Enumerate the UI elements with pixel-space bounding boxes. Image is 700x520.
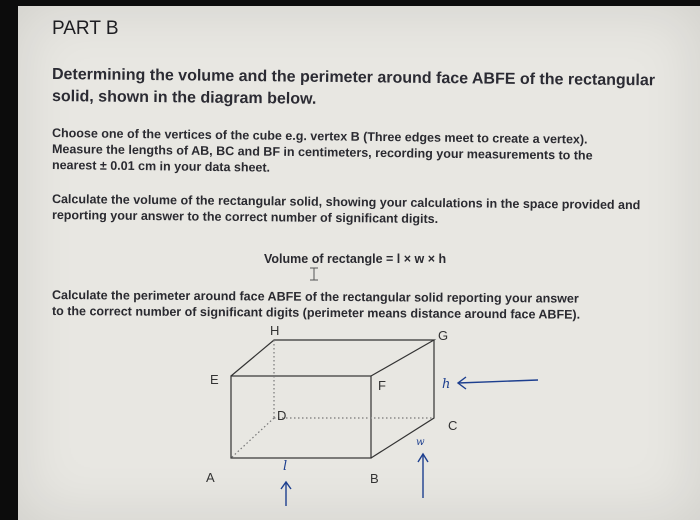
instruction-3-line-2: to the correct number of significant digits (perimeter means distance around face ABFE). [51, 304, 581, 322]
instruction-1-line-2: Measure the lengths of AB, BC and BF in centimeters, recording your measurements to the [51, 142, 593, 163]
instruction-1-line-1: Choose one of the vertices of the cube e.g. vertex B (Three edges meet to create a vertex). [51, 126, 588, 147]
face-abfe [231, 376, 371, 458]
solid-edges [231, 340, 434, 458]
handwritten-l: l [283, 459, 288, 474]
instruction-2-line-1: Calculate the volume of the rectangular solid, showing your calculations in the space provided and [51, 192, 641, 213]
vertex-h-label: H [270, 323, 280, 338]
top-face [231, 340, 434, 376]
vertex-e-label: E [210, 372, 219, 387]
part-title: PART B [52, 18, 119, 39]
handwritten-w: w [416, 437, 425, 448]
text-cursor-icon [310, 268, 318, 280]
heading-line-1: Determining the volume and the perimeter around face ABFE of the rectangular [51, 66, 656, 90]
vertex-a-label: A [206, 470, 215, 485]
arrow-to-h-icon [458, 380, 538, 383]
instruction-3-line-1: Calculate the perimeter around face ABFE of the rectangular solid reporting your answer [51, 288, 579, 306]
vertex-g-label: G [438, 328, 449, 343]
rectangular-solid-diagram [18, 6, 700, 520]
handwritten-arrows [281, 377, 538, 506]
worksheet-page [18, 6, 700, 520]
heading-line-2: solid, shown in the diagram below. [51, 88, 317, 108]
volume-formula: Volume of rectangle = l × w × h [264, 252, 447, 266]
handwritten-h: h [442, 377, 451, 392]
instruction-2-line-2: reporting your answer to the correct number of significant digits. [51, 208, 439, 227]
vertex-c-label: C [448, 418, 458, 433]
vertex-f-label: F [378, 378, 386, 393]
instruction-1-line-3: nearest ± 0.01 cm in your data sheet. [51, 158, 271, 175]
vertex-d-label: D [277, 408, 287, 423]
vertex-b-label: B [370, 471, 379, 486]
